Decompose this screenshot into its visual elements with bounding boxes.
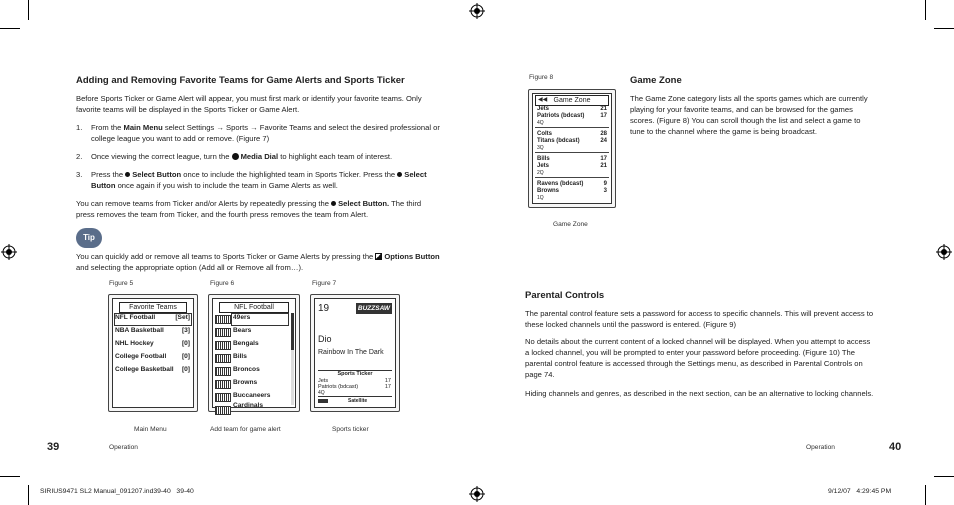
- registration-mark-icon: [936, 244, 952, 260]
- crop-mark: [925, 0, 926, 20]
- menu-row-value: [0]: [181, 366, 190, 373]
- crop-mark: [28, 0, 29, 20]
- menu-row: College Basketball: [115, 366, 174, 373]
- step-3: 3. Press the Select Button once to include the highlighted team in Sports Ticker. Press the Select Button once again if you wish to include the team in Game Alerts as well.: [76, 170, 427, 190]
- channel-logo: BUZZSAW: [357, 305, 391, 312]
- game-quarter: 1Q: [537, 195, 544, 201]
- figure-7-screen: [310, 294, 400, 412]
- alert-flag-icon: [215, 315, 231, 324]
- team-row: Bears: [233, 327, 252, 334]
- game-quarter: 4Q: [537, 120, 544, 126]
- media-dial-icon: [232, 153, 239, 160]
- menu-row-value: [3]: [181, 327, 190, 334]
- ticker-score: 17: [384, 378, 391, 384]
- alert-flag-icon: [215, 380, 231, 389]
- menu-row: NBA Basketball: [115, 327, 164, 334]
- step-2: 2. Once viewing the correct league, turn the Media Dial to highlight each team of interest.: [76, 152, 393, 161]
- game-team: Browns: [537, 188, 560, 194]
- crop-mark: [934, 28, 954, 29]
- game-team: Bills: [537, 156, 550, 162]
- game-score: 17: [600, 113, 607, 119]
- menu-row-value: [Set]: [175, 314, 190, 321]
- figure-8-caption: Game Zone: [553, 221, 588, 228]
- ticker-score: 17: [384, 384, 391, 390]
- tip-paragraph: You can quickly add or remove all teams to Sports Ticker or Game Alerts by pressing the Options Button and selecting the appropriate option (Add all or Remove all from…).: [76, 252, 440, 272]
- parental-controls-heading: Parental Controls: [525, 290, 605, 301]
- game-score: 24: [600, 138, 607, 144]
- footer-section-left: Operation: [109, 444, 138, 451]
- parental-paragraph-1: The parental control feature sets a password for access to specific channels. This will prevent access to these locked channels until the password is entered. (Figure 9): [525, 309, 874, 329]
- menu-row: College Football: [115, 353, 167, 360]
- figure-7-caption: Sports ticker: [332, 426, 369, 433]
- crop-mark: [934, 476, 954, 477]
- divider: [535, 152, 609, 153]
- figure-5-label: Figure 5: [109, 280, 134, 287]
- options-button-icon: [375, 253, 382, 260]
- team-row: 49ers: [233, 314, 251, 321]
- print-date: 9/12/07 4:29:45 PM: [828, 488, 892, 495]
- figure-7-label: Figure 7: [312, 280, 337, 287]
- parental-paragraph-3: Hiding channels and genres, as described in the next section, can be an alternative to locking channels.: [525, 389, 874, 398]
- figure-6-label: Figure 6: [210, 280, 235, 287]
- alert-flag-icon: [215, 328, 231, 337]
- game-quarter: 2Q: [537, 170, 544, 176]
- select-button-icon: [125, 172, 130, 177]
- screen-title: Favorite Teams: [119, 302, 187, 313]
- game-score: 9: [603, 181, 607, 187]
- game-score: 28: [600, 131, 607, 137]
- status-bar: [318, 396, 392, 405]
- divider: [535, 127, 609, 128]
- print-file-info: SIRIUS9471 SL2 Manual_091207.ind39-40 39-40: [40, 488, 194, 495]
- screen-title: NFL Football: [219, 302, 289, 313]
- intro-paragraph: Before Sports Ticker or Game Alert will appear, you must first mark or identify your favorite teams. Only favorite teams will be displayed in the Sports Ticker or Game Alert.: [76, 94, 422, 114]
- figure-8-screen: [528, 89, 616, 208]
- menu-row-value: [0]: [181, 353, 190, 360]
- ticker-team: Patriots (bdcast): [318, 384, 359, 390]
- footer-section-right: Operation: [806, 444, 835, 451]
- figure-6-screen: [208, 294, 300, 412]
- scrollbar: [291, 313, 294, 405]
- screen-title: ◀◀ Game Zone: [535, 95, 609, 106]
- page-number-right: 40: [889, 441, 902, 453]
- tip-badge: Tip: [76, 228, 102, 248]
- alert-flag-icon: [215, 354, 231, 363]
- menu-row-value: [0]: [181, 340, 190, 347]
- team-row: Bengals: [233, 340, 259, 347]
- figure-5-caption: Main Menu: [134, 426, 167, 433]
- ticker-title: Sports Ticker: [318, 370, 392, 377]
- game-zone-paragraph: The Game Zone category lists all the sports games which are currently playing for your favorite teams, and can be browsed for the games scores. (Figure 8) You can scroll though the list and select a game to tune to the channel where the game is being broadcast.: [630, 94, 868, 136]
- song-title: Rainbow In The Dark: [318, 349, 384, 356]
- alert-flag-icon: [215, 406, 231, 415]
- channel-number: 19: [318, 303, 330, 314]
- registration-mark-icon: [1, 244, 17, 260]
- artist-name: Dio: [318, 334, 332, 344]
- team-row: Browns: [233, 379, 258, 386]
- game-team: Ravens (bdcast): [537, 181, 584, 187]
- crop-mark: [925, 485, 926, 505]
- registration-mark-icon: [469, 3, 485, 19]
- section-heading: Adding and Removing Favorite Teams for Game Alerts and Sports Ticker: [76, 75, 405, 86]
- team-row: Cardinals: [233, 402, 264, 409]
- game-zone-heading: Game Zone: [630, 75, 682, 86]
- game-quarter: 3Q: [537, 145, 544, 151]
- team-row: Buccaneers: [233, 392, 271, 399]
- menu-row: NFL Football: [115, 314, 156, 321]
- team-row: Broncos: [233, 366, 260, 373]
- game-team: Jets: [537, 163, 550, 169]
- band-label: Satellite: [348, 398, 368, 404]
- alert-flag-icon: [215, 341, 231, 350]
- alert-flag-icon: [215, 367, 231, 376]
- divider: [535, 177, 609, 178]
- game-team: Titans (bdcast): [537, 138, 580, 144]
- remove-paragraph: You can remove teams from Ticker and/or Alerts by repeatedly pressing the Select Button. The third press removes the team from Ticker, and the fourth press removes the team from Alert.: [76, 199, 422, 219]
- team-row: Bills: [233, 353, 247, 360]
- figure-5-screen: [108, 294, 198, 412]
- crop-mark: [0, 476, 20, 477]
- game-score: 3: [603, 188, 607, 194]
- registration-mark-icon: [469, 486, 485, 502]
- select-button-icon: [331, 201, 336, 206]
- figure-8-label: Figure 8: [529, 74, 554, 81]
- signal-icon: [318, 399, 328, 403]
- game-team: Patriots (bdcast): [537, 113, 585, 119]
- game-team: Colts: [537, 131, 552, 137]
- alert-flag-icon: [215, 393, 231, 402]
- game-score: 21: [600, 163, 607, 169]
- game-score: 17: [600, 156, 607, 162]
- select-button-icon: [397, 172, 402, 177]
- ticker-team: Jets: [318, 378, 329, 384]
- crop-mark: [28, 485, 29, 505]
- page-number-left: 39: [47, 441, 60, 453]
- parental-paragraph-2: No details about the current content of a locked channel will be displayed. When you attempt to access a locked channel, you will be prompted to enter your password before proceeding. (Figure 10) The parental control feature is accessed through the Settings menu, as described in Parental Controls on page 74.: [525, 337, 871, 379]
- menu-row: NHL Hockey: [115, 340, 154, 347]
- ticker-quarter: 4Q: [318, 390, 325, 396]
- rewind-icon: ◀◀: [538, 97, 548, 103]
- step-1: 1. From the Main Menu select Settings → Sports → Favorite Teams and select the desired professional or college league you want to add or remove. (Figure 7): [76, 123, 440, 143]
- game-score: 21: [600, 106, 607, 112]
- crop-mark: [0, 28, 20, 29]
- figure-6-caption: Add team for game alert: [210, 426, 281, 433]
- game-team: Jets: [537, 106, 550, 112]
